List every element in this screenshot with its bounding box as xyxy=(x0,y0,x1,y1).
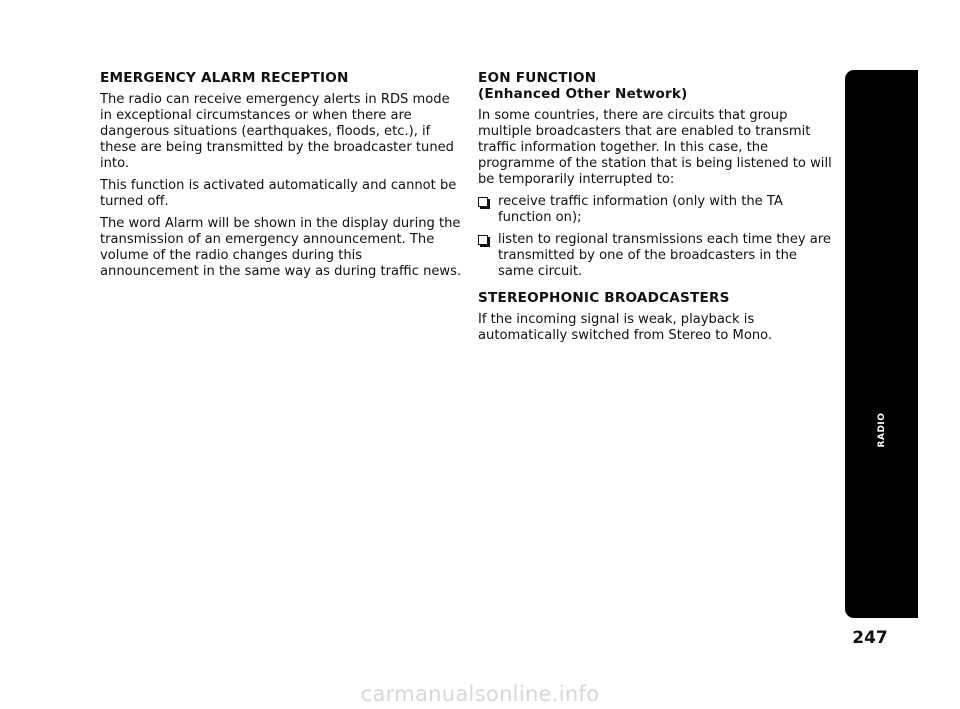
eon-heading-line-2: (Enhanced Other Network) xyxy=(478,86,688,102)
emergency-alarm-paragraph-1: The radio can receive emergency alerts in RDS mode in exceptional circumstances or when there are dangerous situations (earthquakes, floods, etc.), if these are being transmitted by the broadcaster tuned into. xyxy=(100,92,454,171)
right-column xyxy=(478,70,834,350)
bullet-text: receive traffic information (only with the TA function on); xyxy=(498,194,783,225)
section-side-tab-label: RADIO xyxy=(876,412,887,448)
emergency-alarm-paragraph-3: The word Alarm will be shown in the display during the transmission of an emergency announcement. The volume of the radio changes during this announcement in the same way as during traffic news. xyxy=(100,216,462,279)
eon-bullet-list xyxy=(478,194,834,280)
list-item xyxy=(478,232,834,280)
eon-function-heading xyxy=(478,70,834,102)
left-column xyxy=(100,70,462,286)
stereophonic-heading: STEREOPHONIC BROADCASTERS xyxy=(478,290,730,306)
watermark-text: carmanualsonline.info xyxy=(360,682,600,706)
stereophonic-paragraph: If the incoming signal is weak, playback is automatically switched from Stereo to Mono. xyxy=(478,312,773,343)
section-side-tab xyxy=(845,70,918,618)
eon-paragraph: In some countries, there are circuits that group multiple broadcasters that are enabled to transmit traffic information together. In this case, the programme of the station that is being listened to will be temporarily interrupted to: xyxy=(478,108,832,187)
bullet-text: listen to regional transmissions each time they are transmitted by one of the broadcasters in the same circuit. xyxy=(498,232,831,279)
emergency-alarm-paragraph-2: This function is activated automatically and cannot be turned off. xyxy=(100,178,457,209)
checkbox-bullet-icon xyxy=(478,235,488,245)
eon-heading-line-1: EON FUNCTION xyxy=(478,70,597,86)
emergency-alarm-heading: EMERGENCY ALARM RECEPTION xyxy=(100,70,349,86)
checkbox-bullet-icon xyxy=(478,197,488,207)
page-number: 247 xyxy=(852,628,888,648)
list-item xyxy=(478,194,834,226)
